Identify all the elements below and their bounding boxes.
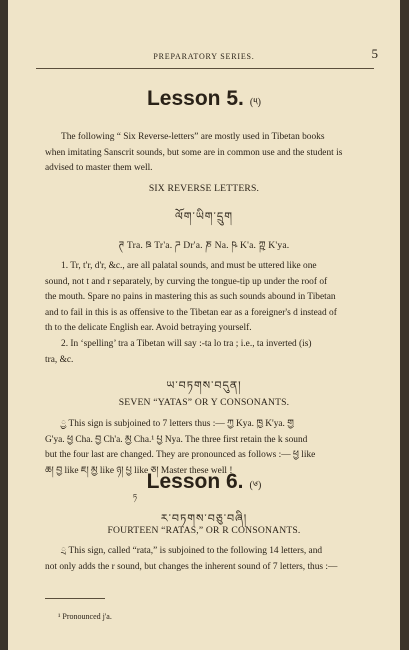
lesson-5-heading [8, 87, 400, 119]
body-line: sound, not t and r separately, by curving the tongue-tip up under the roof of [45, 276, 328, 287]
lesson-6-heading [8, 470, 400, 502]
yatas-line: but the four last are changed. They are pronounced as follows :— ཕྱ like [45, 450, 316, 461]
lesson-6-number: (༦) [249, 480, 262, 491]
running-header: PREPARATORY SERIES. [153, 52, 255, 61]
body-line: 2. In ‘spelling’ tra a Tibetan will say :-ta lo tra ; i.e., ta inverted (is) [61, 338, 312, 349]
yatas-tibetan-title: ཡ་བཏགས་བདུན། [166, 379, 242, 392]
intro-line: The following “ Six Reverse-letters” are mostly used in Tibetan books [61, 132, 325, 142]
body-line: and to fail in this is as offensive to the Tibetan ear as a foreigner's d instead of [45, 307, 337, 318]
lesson-6-body [45, 544, 368, 575]
reverse-letters-list: ཊ Tra. ཋ Tr'a. ཌ Dr'a. ཎ Na. ཥ K'a. ཀྵ K'ya. [118, 240, 290, 251]
body-line: tra, &c. [45, 354, 74, 365]
lesson-5-number: (༥) [249, 97, 261, 108]
header-rule [36, 68, 374, 69]
ratas-title: FOURTEEN “RATAS,” OR R CONSONANTS. [107, 525, 301, 536]
lesson-5-title: Lesson 5. [146, 87, 244, 110]
page-number: 5 [371, 46, 378, 61]
intro-line: when imitating Sanscrit sounds, but some are in common use and the student is [45, 147, 343, 158]
lesson-5-intro [45, 130, 368, 177]
margin-mark: ཏ [133, 493, 137, 501]
six-reverse-letters-tibetan: ལོག་ཡིག་དྲུག [175, 210, 233, 223]
six-reverse-letters-title: SIX REVERSE LETTERS. [148, 183, 260, 194]
yatas-line: G'ya. ཕྱ Cha. བྱ Ch'a. མྱ Cha.¹ པྱ Nya. The three first retain the k sound [45, 434, 308, 445]
ratas-tibetan-title: ར་བཏགས་བཅུ་བཞི། [160, 512, 248, 525]
body-line: 1. Tr, t'r, d'r, &c., are all palatal sounds, and must be uttered like one [61, 261, 317, 271]
footnote: ¹ Pronounced j'a. [58, 612, 112, 621]
body-line: the mouth. Spare no pains in mastering this as such sounds abound in Tibetan [45, 292, 336, 303]
ratas-line: not only adds the r sound, but changes the inherent sound of 7 letters, thus :— [45, 561, 338, 572]
yatas-line: ྱ This sign is subjoined to 7 letters thus :— ཀྱ Kya. ཁྱ K'ya. གྱ [61, 419, 294, 429]
lesson-5-body [45, 259, 368, 368]
body-line: th to the delicate English ear. Avoid betraying yourself. [45, 323, 252, 334]
yatas-line: ཆ། བྱ like ཇ། མྱ like ཉ། པྱ like ཅ། Master these well ! [45, 465, 233, 476]
yatas-title: SEVEN “YATAS” OR Y CONSONANTS. [118, 397, 290, 408]
ratas-line: ྲ This sign, called “rata,” is subjoined to the following 14 letters, and [61, 546, 323, 556]
lesson-6-title: Lesson 6. [146, 470, 244, 493]
footnote-rule [45, 598, 105, 599]
book-page [8, 0, 400, 650]
intro-line: advised to master them well. [45, 163, 153, 174]
